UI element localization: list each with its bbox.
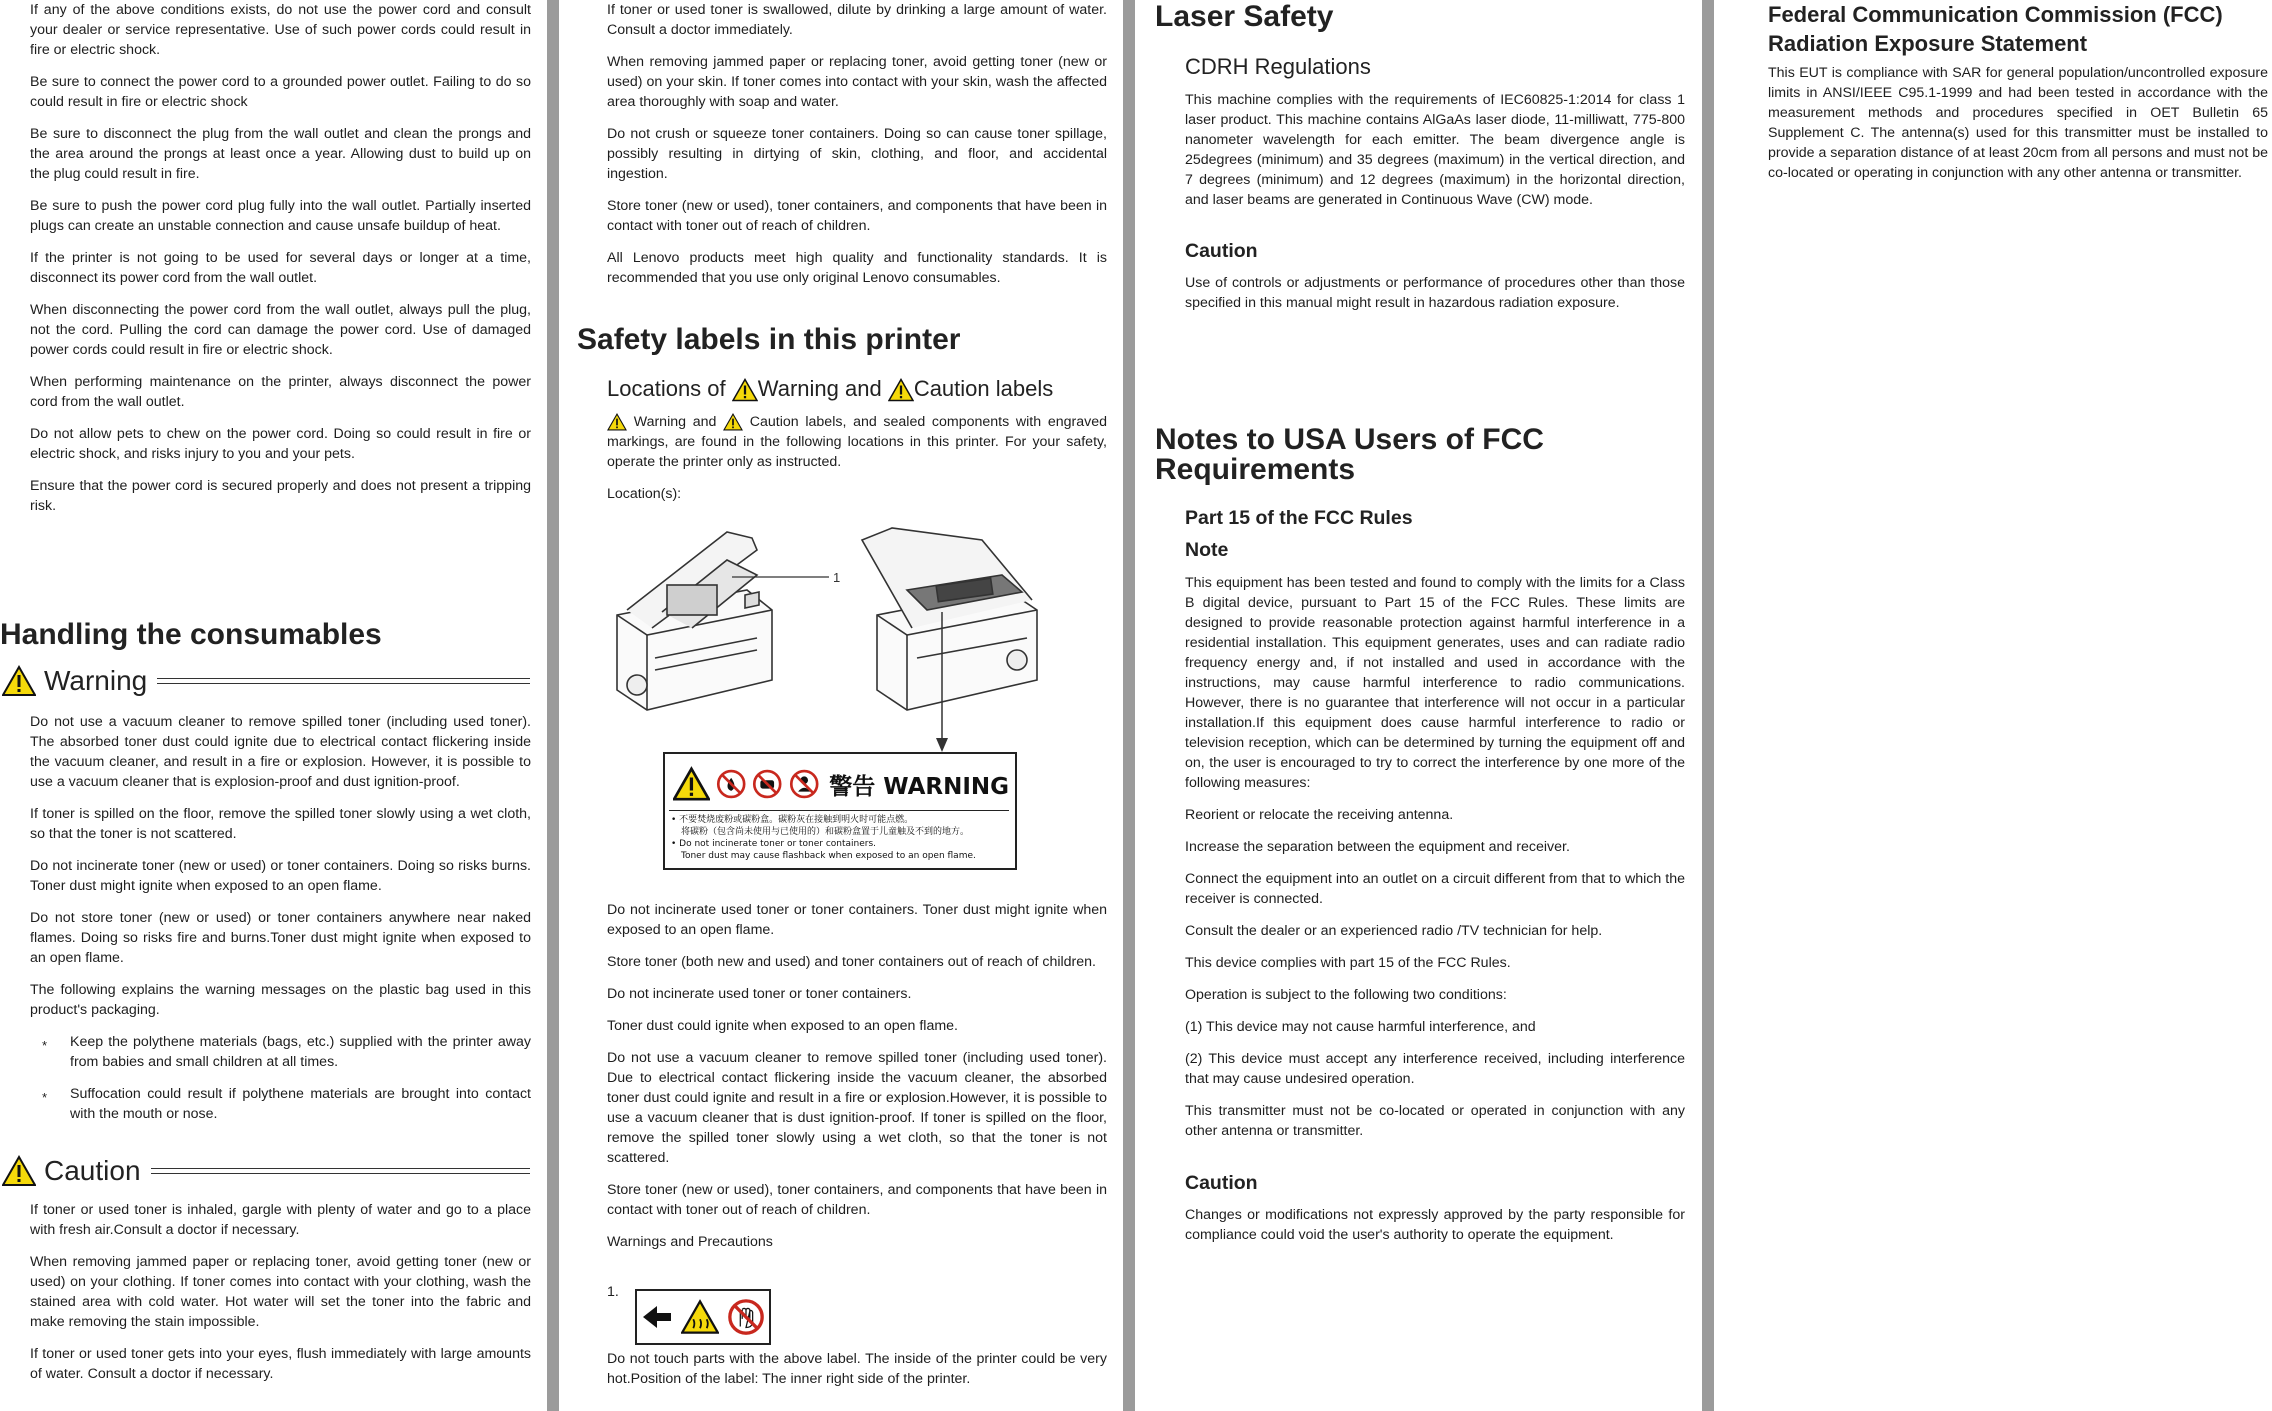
warning-triangle-icon [723, 413, 743, 431]
paragraph: Do not allow pets to chew on the power cord. Doing so could result in fire or electric shock, and risks injury to you and your pets. [30, 426, 531, 462]
label-cn-line: 将碳粉（包含尚未使用与已使用的）和碳粉盒置于儿童触及不到的地方。 [681, 827, 970, 837]
paragraph: This equipment has been tested and found to comply with the limits for a Class B digital device, pursuant to Part 15 of the FCC Rules. These limits are designed to provide reasonable protection against harmful interference in a residential installation. This equipment generates, uses and can radiate radio frequency energy and, if not installed and used in accordance with the instructions, may cause harmful interference to radio communications. However, there is no guarantee that interference will not occur in a particular installation.If this equipment does cause harmful interference to radio or television reception, which can be determined by turning the equipment off and on, the user is encouraged to try to correct the interference by one more of the following measures: [1185, 575, 1685, 791]
paragraph: If toner or used toner gets into your eyes, flush immediately with large amounts of water. Consult a doctor if necessary. [30, 1346, 531, 1382]
section-title: Safety labels in this printer [577, 323, 961, 356]
numbered-item: 1. [607, 1284, 619, 1300]
subsection-heading: CDRH Regulations [1185, 54, 1371, 79]
label-en-line: • Do not incinerate toner or toner containers. [671, 839, 877, 849]
warning-triangle-icon [2, 665, 36, 697]
locations-heading: Locations of Warning and Caution labels [607, 376, 1054, 401]
paragraph: Store toner (new or used), toner containers, and components that have been in contact with toner out of reach of children. [607, 198, 1107, 234]
paragraph: Do not use a vacuum cleaner to remove spilled toner (including used toner). Due to electrical contact flickering inside the vacuum cleaner, the absorbed toner dust could ignite and result in a fire or explosion.However, it is possible to use a vacuum cleaner that is dust ignition-proof. If toner is spilled on the floor, remove the spilled toner slowly using a wet cloth, so that the toner is not scattered. [607, 1050, 1107, 1166]
paragraph: When disconnecting the power cord from the wall outlet, always pull the plug, not the cord. Pulling the cord can damage the power cord. Use of damaged power cords could result in fire or electric shock. [30, 302, 531, 358]
warning-triangle-icon [888, 378, 914, 402]
section-title: Laser Safety [1155, 0, 1334, 33]
label-warning-text: 警告 WARNING [829, 773, 1010, 800]
paragraph: Operation is subject to the following two conditions: [1185, 987, 1507, 1003]
paragraph: Warnings and Precautions [607, 1234, 773, 1250]
label-en-line: Toner dust may cause flashback when exposed to an open flame. [681, 851, 976, 861]
paragraph: Consult the dealer or an experienced radio /TV technician for help. [1185, 923, 1603, 939]
no-vacuum-icon [752, 765, 782, 803]
column-2 [559, 0, 1123, 1411]
subsection-heading: Note [1185, 539, 1229, 561]
paragraph: This EUT is compliance with SAR for general population/uncontrolled exposure limits in ANSI/IEEE C95.1-1999 and had been tested in accordance with the measurement methods and procedures specified in OET Bulletin 65 Supplement C. The antenna(s) used for this transmitter must be installed to provide a separation distance of at least 20cm from all persons and must not be co-located or operating in conjunction with any other antenna or transmitter. [1768, 65, 2268, 181]
paragraph: Do not incinerate used toner or toner containers. Toner dust might ignite when exposed to an open flame. [607, 902, 1107, 938]
list-item: * Keep the polythene materials (bags, etc.) supplied with the printer away from babies and small children at all times. [42, 1034, 531, 1070]
warning-label: Warning [44, 665, 148, 696]
paragraph: Be sure to disconnect the plug from the wall outlet and clean the prongs and the area around the prongs at least once a year. Allowing dust to build up on the plug could result in fire. [30, 126, 531, 182]
warning-triangle-icon [607, 413, 627, 431]
caution-heading [2, 1155, 530, 1187]
paragraph: This transmitter must not be co-located or operated in conjunction with any other antenna or transmitter. [1185, 1103, 1685, 1139]
column-4 [1714, 0, 2272, 1411]
no-flame-icon [716, 765, 746, 803]
column-1 [0, 0, 547, 1411]
paragraph: The following explains the warning messages on the plastic bag used in this product's packaging. [30, 982, 531, 1018]
paragraph: Do not store toner (new or used) or toner containers anywhere near naked flames. Doing so risks fire and burns.Toner dust might ignite when exposed to an open flame. [30, 910, 531, 966]
paragraph: This machine complies with the requirements of IEC60825-1:2014 for class 1 laser product. This machine contains AlGaAs laser diode, 11-milliwatt, 775-800 nanometer wavelength for each emitter. The beam divergence angle is 25degrees (minimum) and 35 degrees (maximum) in the vertical direction, and 7 degrees (minimum) and 12 degrees (maximum) in the horizontal direction, and laser beams are generated in Continuous Wave (CW) mode. [1185, 92, 1685, 208]
column-divider [1123, 0, 1135, 1411]
paragraph: All Lenovo products meet high quality and functionality standards. It is recommended that you use only original Lenovo consumables. [607, 250, 1107, 286]
paragraph: Warning and Caution labels, and sealed components with engraved markings, are found in the following locations in this printer. For your safety, operate the printer only as instructed. [607, 414, 1107, 470]
section-title: Handling the consumables [0, 618, 382, 651]
paragraph: Changes or modifications not expressly approved by the party responsible for compliance could void the user's authority to operate the equipment. [1185, 1207, 1685, 1243]
subsection-heading: Caution [1185, 1172, 1258, 1194]
no-touch-icon [727, 1298, 765, 1336]
paragraph: Do not use a vacuum cleaner to remove spilled toner (including used toner). The absorbed toner dust could ignite due to electrical contact flickering inside the vacuum cleaner, and result in a fire or explosion. However, it is possible to use a vacuum cleaner that is explosion-proof and dust ignition-proof. [30, 714, 531, 790]
warning-triangle-icon [732, 378, 758, 402]
paragraph: Do not crush or squeeze toner containers. Doing so can cause toner spillage, possibly resulting in dirtying of skin, clothing, and floor, and accidental ingestion. [607, 126, 1107, 182]
label-cn-line: • 不要焚烧废粉或碳粉盒。碳粉灰在接触到明火时可能点燃。 [671, 815, 914, 825]
warning-heading [2, 665, 530, 697]
warning-triangle-icon [673, 763, 710, 805]
paragraph: Do not touch parts with the above label. The inside of the printer could be very hot.Position of the label: The inner right side of the printer. [607, 1351, 1107, 1387]
paragraph: Do not incinerate toner (new or used) or toner containers. Doing so risks burns. Toner dust might ignite when exposed to an open flame. [30, 858, 531, 894]
warning-triangle-icon [2, 1155, 36, 1187]
warning-label-panel [663, 752, 1017, 870]
paragraph: Be sure to push the power cord plug fully into the wall outlet. Partially inserted plugs can create an unstable connection and cause unsafe buildup of heat. [30, 198, 531, 234]
hot-surface-icon [681, 1299, 719, 1335]
paragraph: If any of the above conditions exists, do not use the power cord and consult your dealer or service representative. Use of such power cords could result in fire or electric shock. [30, 2, 531, 58]
paragraph: If toner is spilled on the floor, remove the spilled toner slowly using a wet cloth, so that the toner is not scattered. [30, 806, 531, 842]
paragraph: This device complies with part 15 of the FCC Rules. [1185, 955, 1511, 971]
paragraph: If toner or used toner is inhaled, gargle with plenty of water and go to a place with fresh air.Consult a doctor if necessary. [30, 1202, 531, 1238]
bullet-marker: * [42, 1038, 48, 1053]
column-divider [1702, 0, 1714, 1411]
subsection-heading: Caution [1185, 240, 1258, 262]
paragraph: When performing maintenance on the printer, always disconnect the power cord from the wall outlet. [30, 374, 531, 410]
column-divider [547, 0, 559, 1411]
callout-number: 1 [833, 570, 841, 585]
paragraph: When removing jammed paper or replacing toner, avoid getting toner (new or used) on your clothing. If toner comes into contact with your clothing, wash the stained area with cold water. Hot water will set the toner into the fabric and make removing the stain impossible. [30, 1254, 531, 1330]
list-item: * Suffocation could result if polythene materials are brought into contact with the mouth or nose. [42, 1086, 531, 1122]
paragraph: If the printer is not going to be used for several days or longer at a time, disconnect its power cord from the wall outlet. [30, 250, 531, 286]
paragraph: Store toner (both new and used) and toner containers out of reach of children. [607, 954, 1096, 970]
paragraph: Toner dust could ignite when exposed to an open flame. [607, 1018, 958, 1034]
paragraph: (2) This device must accept any interference received, including interference that may cause undesired operation. [1185, 1051, 1685, 1087]
arrow-left-icon [641, 1304, 673, 1330]
paragraph: Connect the equipment into an outlet on a circuit different from that to which the receiver is connected. [1185, 871, 1685, 907]
paragraph: Be sure to connect the power cord to a grounded power outlet. Failing to do so could result in fire or electric shock [30, 74, 531, 110]
paragraph: Use of controls or adjustments or performance of procedures other than those specified in this manual might result in hazardous radiation exposure. [1185, 275, 1685, 311]
paragraph: If toner or used toner is swallowed, dilute by drinking a large amount of water. Consult a doctor immediately. [607, 2, 1107, 38]
section-title: Notes to USA Users of FCC Requirements [1155, 423, 1544, 486]
paragraph: Store toner (new or used), toner containers, and components that have been in contact with toner out of reach of children. [607, 1182, 1107, 1218]
paragraph: (1) This device may not cause harmful interference, and [1185, 1019, 1536, 1035]
section-title: Federal Communication Commission (FCC) Radiation Exposure Statement [1768, 2, 2223, 56]
bullet-marker: * [42, 1090, 48, 1105]
location-label: Location(s): [607, 486, 682, 502]
hot-surface-label [635, 1289, 771, 1345]
subsection-heading: Part 15 of the FCC Rules [1185, 507, 1413, 529]
paragraph: Increase the separation between the equipment and receiver. [1185, 839, 1570, 855]
paragraph: When removing jammed paper or replacing toner, avoid getting toner (new or used) on your skin. If toner comes into contact with your skin, wash the affected area thoroughly with soap and water. [607, 54, 1107, 110]
paragraph: Reorient or relocate the receiving antenna. [1185, 807, 1454, 823]
paragraph: Do not incinerate used toner or toner containers. [607, 986, 912, 1002]
caution-label: Caution [44, 1155, 141, 1186]
paragraph: Ensure that the power cord is secured properly and does not present a tripping risk. [30, 478, 531, 514]
no-children-icon [789, 765, 819, 803]
column-3 [1135, 0, 1702, 1411]
